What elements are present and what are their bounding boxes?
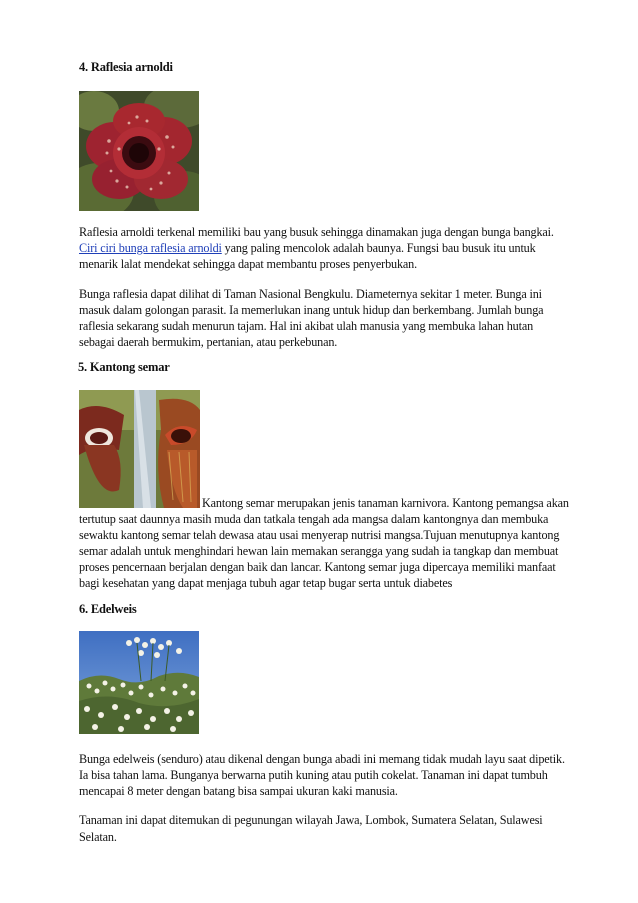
edelweis-p1-line2: Ia bisa tahan lama. Bunganya berwarna putih kuning atau putih cokelat. Tanaman ini dapat tumbuh — [79, 768, 548, 782]
raflesia-link[interactable]: Ciri ciri bunga raflesia arnoldi — [79, 241, 222, 255]
raflesia-p2-line1: Bunga raflesia dapat dilihat di Taman Nasional Bengkulu. Diameternya sekitar 1 meter. Bunga ini — [79, 287, 542, 301]
raflesia-p1-line1: Raflesia arnoldi terkenal memiliki bau yang busuk sehingga dinamakan juga dengan bunga bangkai. — [79, 225, 554, 239]
kantong-p1-line6: bagi kesehatan yang dapat menjaga tubuh agar tetap bugar serta untuk diabetes — [79, 576, 453, 590]
pitcher-plant-image — [79, 390, 200, 508]
kantong-p1-line3: sewaktu kantong semar telah dewasa atau usai menyerap nutrisi mangsa.Tujuan menutupnya kantong — [79, 528, 560, 542]
raflesia-p1-line2 — [79, 240, 536, 256]
raflesia-p2-line2: masuk dalam golongan parasit. Ia memerlukan inang untuk hidup dan berkembang. Jumlah bunga — [79, 303, 544, 317]
heading-raflesia: 4. Raflesia arnoldi — [79, 60, 173, 74]
edelweis-p2-line2: Selatan. — [79, 830, 117, 844]
edelweis-p1-line1: Bunga edelweis (senduro) atau dikenal dengan bunga abadi ini memang tidak mudah layu saat dipetik. — [79, 752, 565, 766]
edelweiss-image — [79, 631, 199, 734]
heading-edelweis: 6. Edelweis — [79, 602, 137, 616]
edelweis-p2-line1: Tanaman ini dapat ditemukan di pegunungan wilayah Jawa, Lombok, Sumatera Selatan, Sulawesi — [79, 813, 543, 827]
kantong-p1-line5: proses pencernaan berjalan dengan baik dan lancar. Kantong semar juga dipercaya memiliki manfaat — [79, 560, 556, 574]
raflesia-p1-line3: menarik lalat mendekat sehingga dapat membantu proses penyerbukan. — [79, 257, 418, 271]
raflesia-p2-line4: sebagai daerah bermukim, pertanian, atau perkebunan. — [79, 335, 338, 349]
raflesia-p1-line2-rest: yang paling mencolok adalah baunya. Fungsi bau busuk itu untuk — [221, 241, 536, 255]
kantong-p1-line1: Kantong semar merupakan jenis tanaman karnivora. Kantong pemangsa akan — [202, 496, 569, 510]
kantong-p1-line4: semar adalah untuk menghindari hewan lain memakan serangga yang sudah ia tangkap dan membuat — [79, 544, 559, 558]
edelweis-p1-line3: mencapai 8 meter dengan batang bisa sampai ukuran kaki manusia. — [79, 784, 398, 798]
raflesia-p2-line3: raflesia sekarang sudah menurun tajam. Hal ini akibat ulah manusia yang membuka lahan hutan — [79, 319, 534, 333]
rafflesia-image — [79, 91, 199, 211]
heading-kantong-semar: 5. Kantong semar — [78, 360, 170, 374]
kantong-p1-line2: tertutup saat daunnya masih muda dan tatkala tengah ada mangsa dalam kantongnya dan membuka — [79, 512, 549, 526]
